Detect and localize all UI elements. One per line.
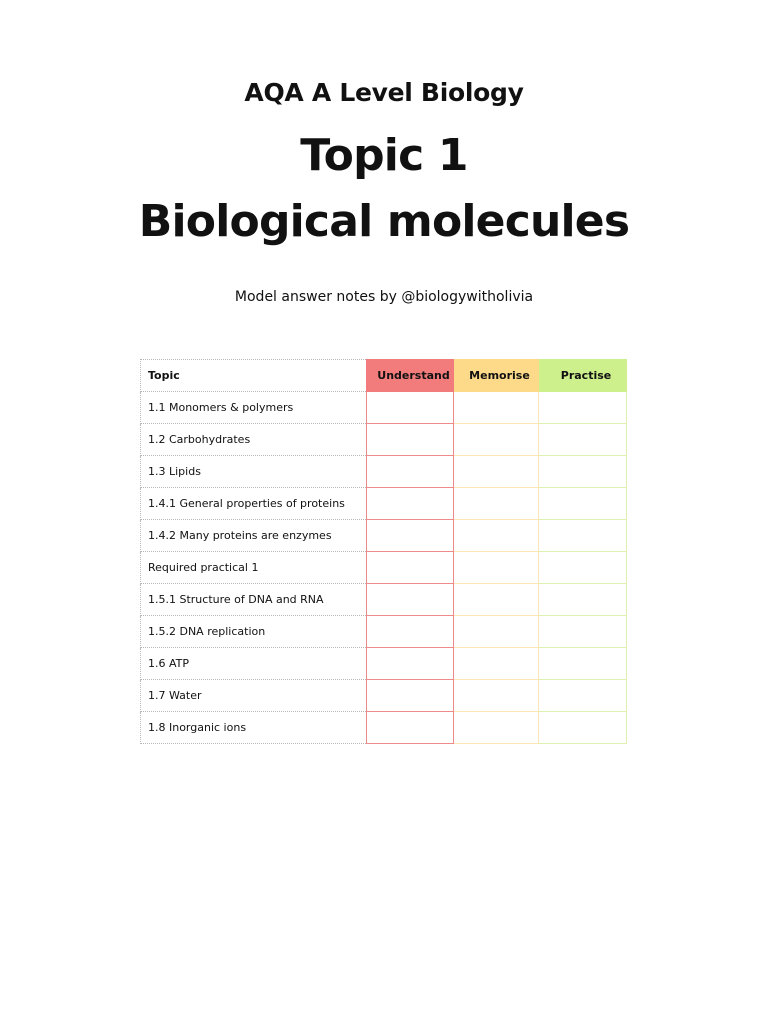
table-row	[141, 552, 627, 584]
table-row	[141, 520, 627, 552]
table-body	[141, 392, 627, 744]
topic-name-title: Biological molecules	[138, 196, 630, 247]
topic-label: Required practical 1	[141, 552, 367, 584]
memorise-checkbox-cell[interactable]	[454, 584, 539, 616]
topic-label: 1.1 Monomers & polymers	[141, 392, 367, 424]
topic-label: 1.7 Water	[141, 680, 367, 712]
understand-checkbox-cell[interactable]	[367, 424, 454, 456]
understand-checkbox-cell[interactable]	[367, 616, 454, 648]
practise-checkbox-cell[interactable]	[539, 648, 627, 680]
memorise-checkbox-cell[interactable]	[454, 616, 539, 648]
column-header-memorise: Memorise	[454, 360, 539, 392]
memorise-checkbox-cell[interactable]	[454, 680, 539, 712]
understand-checkbox-cell[interactable]	[367, 680, 454, 712]
memorise-checkbox-cell[interactable]	[454, 520, 539, 552]
document-subtitle: AQA A Level Biology	[244, 78, 524, 107]
practise-checkbox-cell[interactable]	[539, 584, 627, 616]
column-header-practise: Practise	[539, 360, 627, 392]
revision-tracker-table	[140, 359, 627, 744]
memorise-checkbox-cell[interactable]	[454, 488, 539, 520]
memorise-checkbox-cell[interactable]	[454, 424, 539, 456]
topic-label: 1.6 ATP	[141, 648, 367, 680]
practise-checkbox-cell[interactable]	[539, 392, 627, 424]
column-header-topic: Topic	[141, 360, 367, 392]
understand-checkbox-cell[interactable]	[367, 584, 454, 616]
topic-label: 1.4.1 General properties of proteins	[141, 488, 367, 520]
understand-checkbox-cell[interactable]	[367, 520, 454, 552]
topic-label: 1.5.2 DNA replication	[141, 616, 367, 648]
understand-checkbox-cell[interactable]	[367, 648, 454, 680]
practise-checkbox-cell[interactable]	[539, 456, 627, 488]
practise-checkbox-cell[interactable]	[539, 520, 627, 552]
practise-checkbox-cell[interactable]	[539, 680, 627, 712]
practise-checkbox-cell[interactable]	[539, 488, 627, 520]
table-row	[141, 488, 627, 520]
memorise-checkbox-cell[interactable]	[454, 552, 539, 584]
table-row	[141, 456, 627, 488]
table-row	[141, 424, 627, 456]
practise-checkbox-cell[interactable]	[539, 424, 627, 456]
understand-checkbox-cell[interactable]	[367, 712, 454, 744]
understand-checkbox-cell[interactable]	[367, 552, 454, 584]
table-row	[141, 392, 627, 424]
topic-label: 1.4.2 Many proteins are enzymes	[141, 520, 367, 552]
understand-checkbox-cell[interactable]	[367, 456, 454, 488]
memorise-checkbox-cell[interactable]	[454, 648, 539, 680]
understand-checkbox-cell[interactable]	[367, 392, 454, 424]
memorise-checkbox-cell[interactable]	[454, 392, 539, 424]
memorise-checkbox-cell[interactable]	[454, 712, 539, 744]
topic-number-title: Topic 1	[300, 130, 468, 181]
table-row	[141, 648, 627, 680]
topic-label: 1.3 Lipids	[141, 456, 367, 488]
practise-checkbox-cell[interactable]	[539, 712, 627, 744]
column-header-understand: Understand	[367, 360, 454, 392]
practise-checkbox-cell[interactable]	[539, 552, 627, 584]
table-row	[141, 584, 627, 616]
topic-label: 1.5.1 Structure of DNA and RNA	[141, 584, 367, 616]
table-row	[141, 616, 627, 648]
table-row	[141, 680, 627, 712]
table-row	[141, 712, 627, 744]
memorise-checkbox-cell[interactable]	[454, 456, 539, 488]
topic-label: 1.2 Carbohydrates	[141, 424, 367, 456]
topic-label: 1.8 Inorganic ions	[141, 712, 367, 744]
practise-checkbox-cell[interactable]	[539, 616, 627, 648]
author-credit: Model answer notes by @biologywitholivia	[234, 289, 534, 305]
understand-checkbox-cell[interactable]	[367, 488, 454, 520]
table-header-row	[141, 360, 627, 392]
